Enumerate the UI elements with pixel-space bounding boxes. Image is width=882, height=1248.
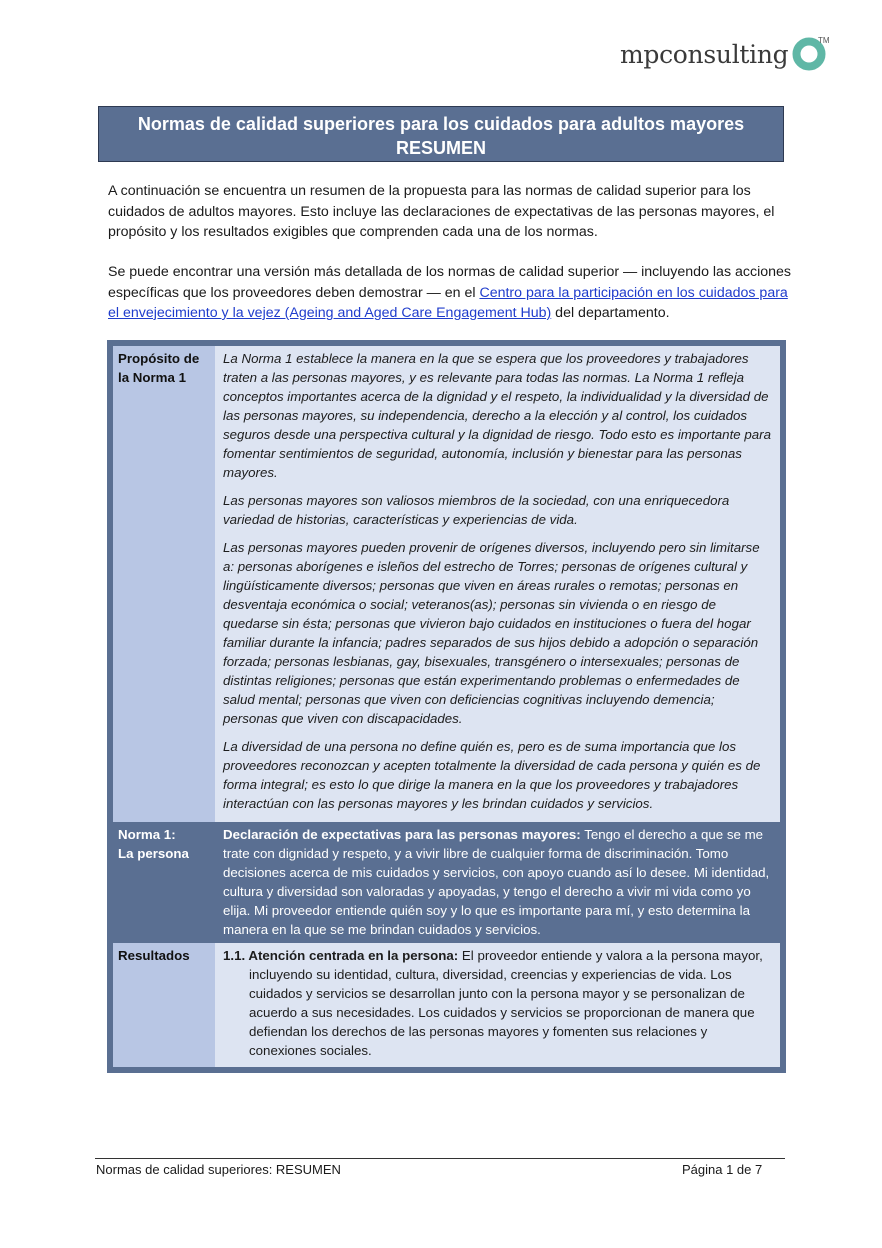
purpose-paragraph: Las personas mayores pueden provenir de orígenes diversos, incluyendo pero sin limitarse a: personas aborígenes e isleños del estrecho de Torres; personas de orígenes cultural y lingüísticamente diversos; personas que viven en áreas rurales o remotas; personas en desventaja económica o social; veteranos(as); personas sin vivienda o en riesgo de quedarse sin ésta; personas que vivieron bajo cuidados en instituciones o fuera del hogar familiar durante la infancia; padres separados de sus hijos debido a adopción o separación forzada; personas lesbianas, gay, bisexuales, transgénero o intersexuales; personas de distintas religiones; personas que están experimentando problemas o enfermedades de salud mental; personas que viven con deficiencias cognitivas incluyendo demencia; personas que viven con discapacidades. bbox=[223, 540, 760, 726]
footer-document-title: Normas de calidad superiores: RESUMEN bbox=[96, 1162, 341, 1177]
expectation-statement bbox=[215, 822, 780, 939]
standard-label-line-2: La persona bbox=[118, 846, 189, 861]
title-line-2: RESUMEN bbox=[395, 138, 486, 158]
engagement-hub-link[interactable]: Centro para la participación en los cuidados para el envejecimiento y la vejez (Ageing and Aged Care Engagement Hub) bbox=[108, 284, 788, 321]
outcomes-label: Resultados bbox=[113, 943, 215, 1067]
logo-text: mpconsulting bbox=[620, 39, 789, 69]
footer-page-number: Página 1 de 7 bbox=[682, 1162, 763, 1177]
trademark-mark: TM bbox=[818, 36, 830, 45]
outcome-1-1 bbox=[215, 943, 780, 1067]
intro-text-before-link: Se puede encontrar una versión más detallada de los normas de calidad superior — incluyendo las acciones específicas que los proveedores deben demostrar — en el bbox=[108, 264, 791, 301]
standard-label-line-1: Norma 1: bbox=[118, 827, 176, 842]
purpose-paragraph: La diversidad de una persona no define quién es, pero es de suma importancia que los proveedores reconozcan y acepten totalmente la diversidad de cada persona y quién es de forma integral; es esto lo que dirige la manera en la que los proveedores y trabajadores interactúan con las personas mayores y les brindan cuidados y servicios. bbox=[223, 739, 761, 811]
outcome-text: El proveedor entiende y valora a la persona mayor, incluyendo su identidad, cultura, diversidad, creencias y experiencias de vida. Los cuidados y servicios se desarrollan junto con la persona mayor y se personalizan de acuerdo a sus necesidades. Los cuidados y servicios se proporcionan de manera que defiendan los derechos de las personas mayores y fomenten sus relaciones y conexiones sociales. bbox=[249, 948, 763, 1058]
footer-divider bbox=[95, 1158, 785, 1159]
intro-text-after-link: del departamento. bbox=[551, 305, 670, 321]
company-logo bbox=[620, 32, 840, 76]
standard-label bbox=[113, 822, 215, 939]
expectation-text: Tengo el derecho a que se me trate con dignidad y respeto, y a vivir libre de cualquier forma de discriminación. Tomo decisiones acerca de mis cuidados y servicios, con apoyo cuando así lo desee. Mi identidad, cultura y diversidad son valoradas y apoyadas, y tengo el derecho a vivir mi vida como yo elija. Mi proveedor entiende quién soy y lo que es importante para mí, y esto determina la manera en la que se me brindan cuidados y servicios. bbox=[223, 827, 770, 937]
purpose-paragraph: La Norma 1 establece la manera en la que se espera que los proveedores y trabajadores traten a las personas mayores, y es relevante para todas las normas. La Norma 1 refleja conceptos importantes acerca de la dignidad y el respeto, la individualidad y la diversidad de las personas mayores, su independencia, derecho a la elección y al control, los cuidados seguros desde una perspectiva cultural y la dignidad de riesgo. Todo esto es importante para fomentar sentimientos de seguridad, autonomía, inclusión y bienestar para las personas mayores. bbox=[223, 351, 771, 480]
purpose-label: Propósito de la Norma 1 bbox=[113, 346, 215, 822]
purpose-paragraph: Las personas mayores son valiosos miembros de la sociedad, con una enriquecedora variedad de historias, características y experiencias de vida. bbox=[223, 493, 730, 527]
standard-1-table bbox=[107, 340, 786, 1073]
document-title-banner bbox=[98, 106, 784, 162]
title-line-1: Normas de calidad superiores para los cuidados para adultos mayores bbox=[137, 114, 745, 134]
purpose-content bbox=[215, 346, 780, 822]
intro-paragraph-2 bbox=[108, 262, 798, 324]
intro-paragraph-1: A continuación se encuentra un resumen de la propuesta para las normas de calidad superior para los cuidados de adultos mayores. Esto incluye las declaraciones de expectativas de las personas mayores, el propósito y los resultados exigibles que comprenden cada una de los normas. bbox=[108, 183, 775, 240]
outcome-heading: 1.1. Atención centrada en la persona: bbox=[223, 948, 459, 963]
expectation-heading: Declaración de expectativas para las personas mayores: bbox=[223, 827, 581, 842]
